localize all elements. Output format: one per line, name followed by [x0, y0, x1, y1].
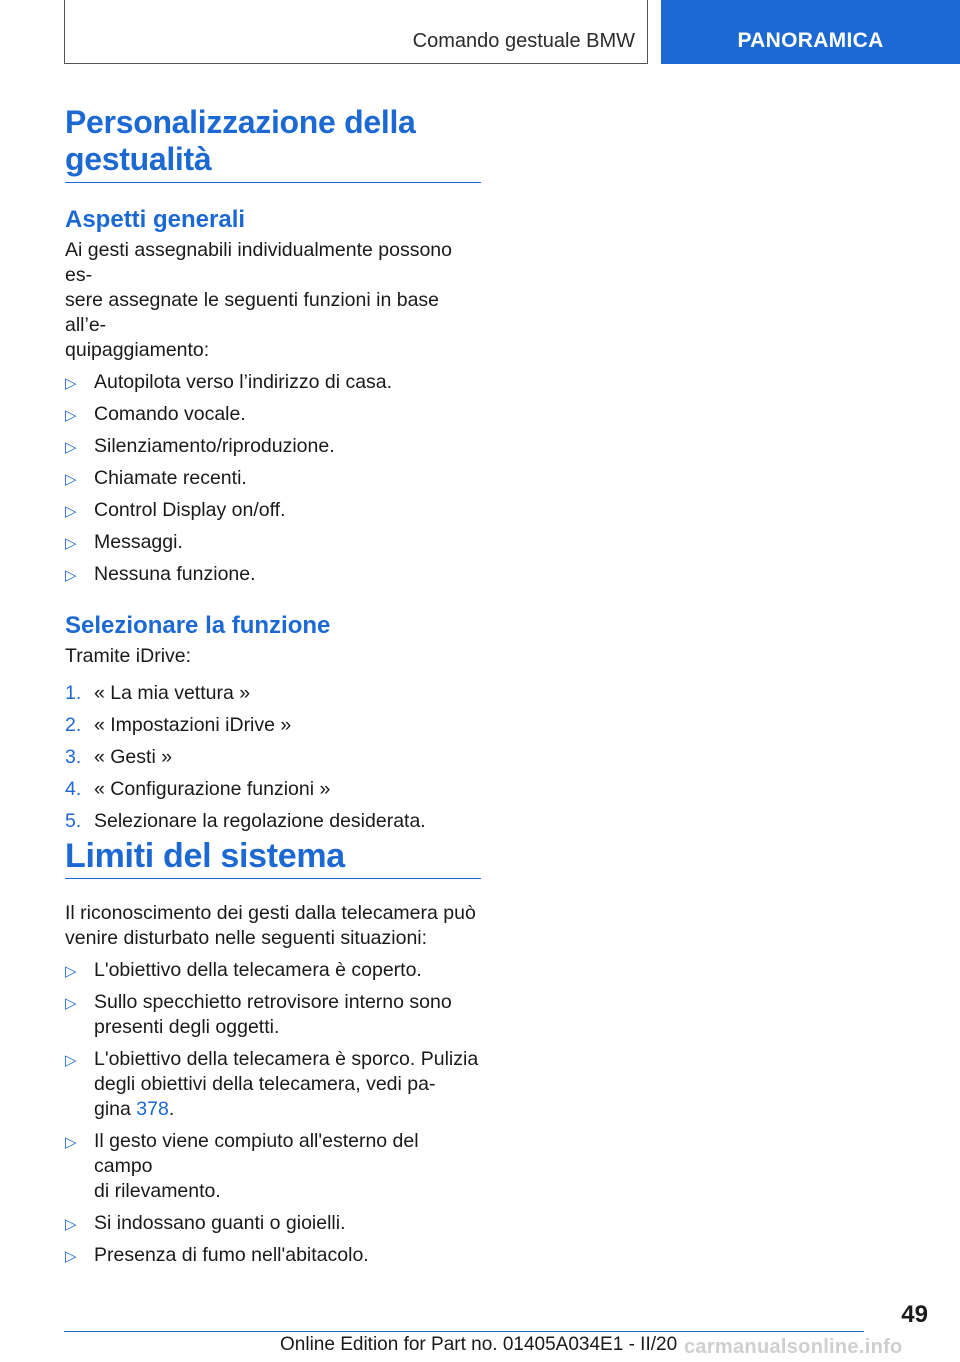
step-item — [65, 809, 481, 834]
list-item-text: Il gesto viene compiuto all'esterno del campo — [94, 1130, 419, 1177]
triangle-bullet-icon: ▷ — [65, 567, 77, 584]
header-box — [64, 0, 648, 64]
step-number: 4. — [65, 778, 82, 800]
list-item — [65, 1211, 481, 1236]
list-item — [65, 1243, 481, 1268]
list-item-text: Presenza di fumo nell'abitacolo. — [94, 1244, 369, 1266]
triangle-bullet-icon: ▷ — [65, 1248, 77, 1265]
list-item — [65, 530, 481, 555]
step-item — [65, 745, 481, 770]
list-item — [65, 990, 481, 1040]
step-text: Selezionare la regolazione desiderata. — [94, 810, 426, 832]
edition-text: Online Edition for Part no. 01405A034E1 - II/20 — [280, 1334, 678, 1355]
list-item-text: . — [168, 1098, 175, 1120]
section-title-line2: gestualità — [65, 141, 212, 177]
step-number: 2. — [65, 714, 82, 736]
triangle-bullet-icon: ▷ — [65, 375, 77, 392]
section-title: Limiti del sistema — [65, 837, 345, 875]
list-item — [65, 402, 481, 427]
list-item-text: L'obiettivo della telecamera è sporco. Pulizia — [94, 1048, 479, 1070]
list-item-text: presenti degli oggetti. — [94, 1016, 280, 1038]
list-item — [65, 466, 481, 491]
section-title-line1: Personalizzazione della — [65, 104, 416, 140]
footer-rule — [64, 1331, 864, 1332]
triangle-bullet-icon: ▷ — [65, 1052, 77, 1069]
intro-line: venire disturbato nelle seguenti situazioni: — [65, 927, 428, 949]
intro-line: quipaggiamento: — [65, 339, 210, 361]
list-item-text: Chiamate recenti. — [94, 467, 247, 489]
intro-line: Ai gesti assegnabili individualmente possono es- — [65, 239, 452, 286]
triangle-bullet-icon: ▷ — [65, 1134, 77, 1151]
chapter-title: Comando gestuale BMW — [412, 30, 635, 52]
situations-list — [65, 958, 481, 1268]
intro-paragraph — [65, 238, 481, 363]
list-item-text: Messaggi. — [94, 531, 183, 553]
list-item — [65, 498, 481, 523]
list-item-text: di rilevamento. — [94, 1180, 221, 1202]
step-number: 1. — [65, 682, 82, 704]
list-item-text: Control Display on/off. — [94, 499, 286, 521]
section-title — [65, 104, 481, 178]
list-item — [65, 1047, 481, 1122]
triangle-bullet-icon: ▷ — [65, 439, 77, 456]
function-list — [65, 370, 481, 587]
triangle-bullet-icon: ▷ — [65, 535, 77, 552]
step-item — [65, 713, 481, 738]
list-item-text: Nessuna funzione. — [94, 563, 256, 585]
intro-paragraph — [65, 901, 481, 951]
section-title-rule — [65, 182, 481, 183]
section-limiti — [65, 836, 481, 1268]
list-item-text: Comando vocale. — [94, 403, 246, 425]
subsection-heading: Selezionare la funzione — [65, 612, 331, 639]
triangle-bullet-icon: ▷ — [65, 963, 77, 980]
subsection-heading: Aspetti generali — [65, 206, 246, 233]
triangle-bullet-icon: ▷ — [65, 471, 77, 488]
list-item-text: L'obiettivo della telecamera è coperto. — [94, 959, 422, 981]
list-item — [65, 958, 481, 983]
list-item-text: Si indossano guanti o gioielli. — [94, 1212, 346, 1234]
step-item — [65, 777, 481, 802]
list-item — [65, 370, 481, 395]
section-personalizzazione — [65, 104, 481, 834]
list-item-text: gina — [94, 1098, 137, 1120]
step-text: « Impostazioni iDrive » — [94, 714, 292, 736]
section-tab[interactable]: PANORAMICA — [661, 0, 960, 64]
triangle-bullet-icon: ▷ — [65, 1216, 77, 1233]
step-item — [65, 681, 481, 706]
step-number: 3. — [65, 746, 82, 768]
list-item — [65, 562, 481, 587]
step-text: « Configurazione funzioni » — [94, 778, 331, 800]
triangle-bullet-icon: ▷ — [65, 995, 77, 1012]
step-number: 5. — [65, 810, 82, 832]
list-item-text: degli obiettivi della telecamera, vedi pa- — [94, 1073, 436, 1095]
list-item-text: Sullo specchietto retrovisore interno sono — [94, 991, 452, 1013]
list-item — [65, 1129, 481, 1204]
steps-list — [65, 681, 481, 834]
page-number: 49 — [901, 1301, 928, 1328]
triangle-bullet-icon: ▷ — [65, 407, 77, 424]
step-text: « La mia vettura » — [94, 682, 251, 704]
step-text: « Gesti » — [94, 746, 173, 768]
list-item-text: Autopilota verso l’indirizzo di casa. — [94, 371, 393, 393]
page-reference-link[interactable]: 378 — [136, 1098, 169, 1120]
intro-line: Il riconoscimento dei gesti dalla telecamera può — [65, 902, 476, 924]
list-item-text: Silenziamento/riproduzione. — [94, 435, 335, 457]
list-item — [65, 434, 481, 459]
intro-paragraph: Tramite iDrive: — [65, 645, 192, 667]
intro-line: sere assegnate le seguenti funzioni in base all’e- — [65, 289, 440, 336]
section-title-rule — [65, 878, 481, 879]
triangle-bullet-icon: ▷ — [65, 503, 77, 520]
watermark: carmanualsonline.info — [684, 1336, 903, 1358]
